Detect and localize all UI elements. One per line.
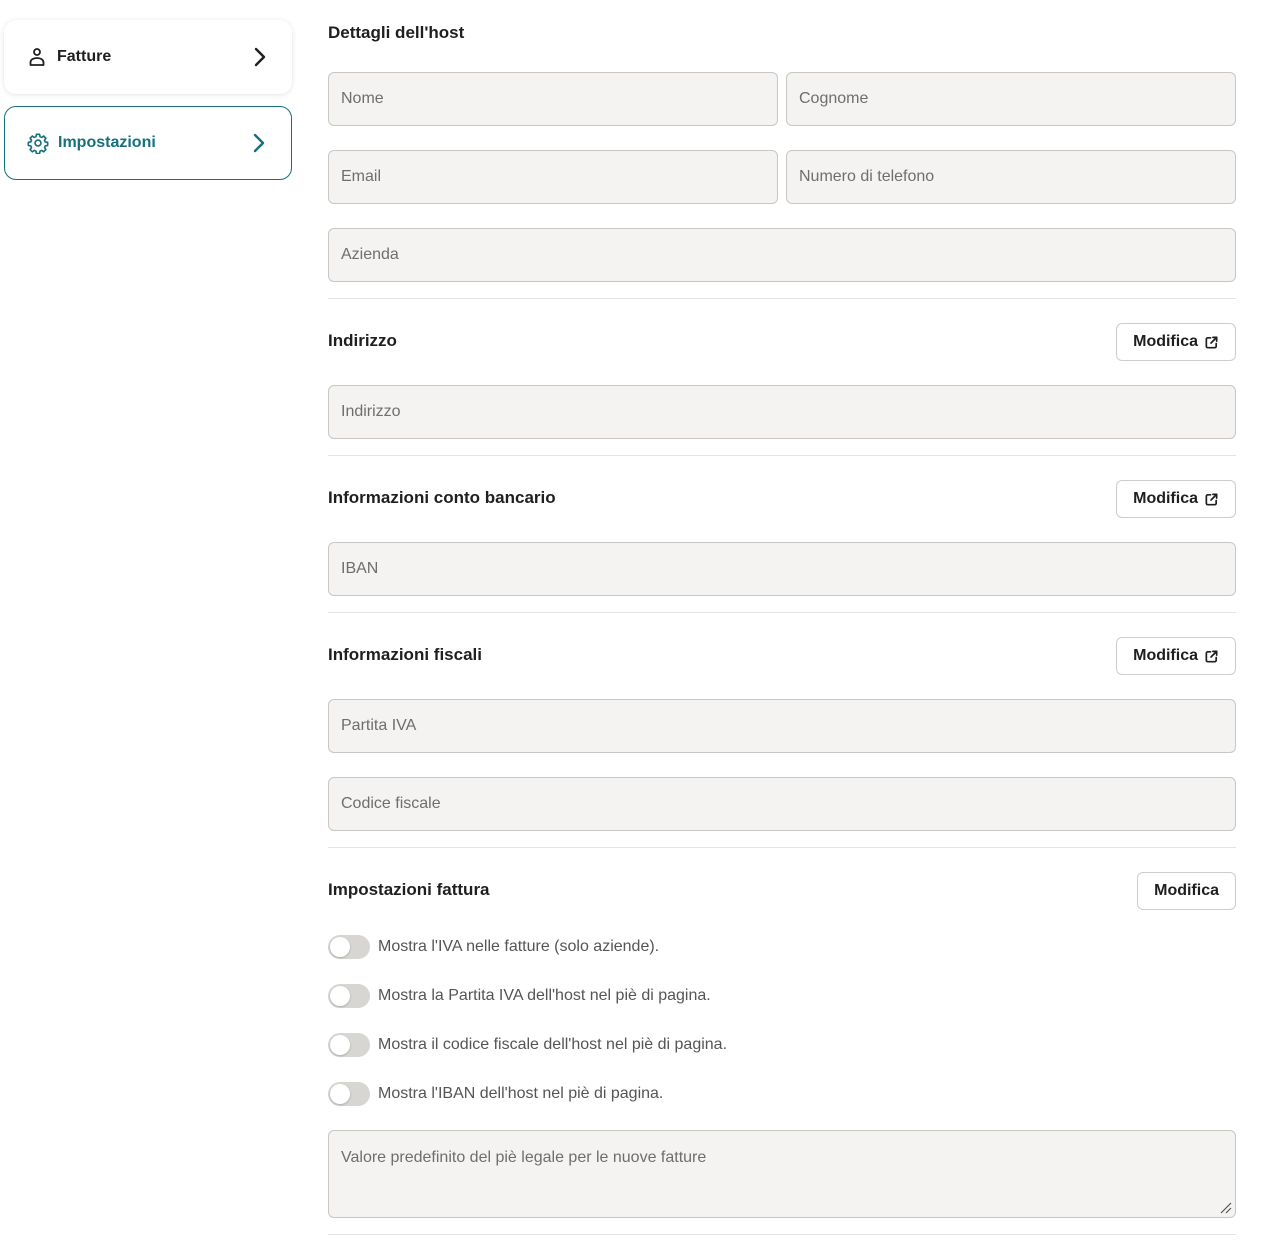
edit-button-label: Modifica [1133,490,1198,507]
sidebar-item-invoices[interactable] [4,20,292,94]
section-title-tax: Informazioni fiscali [328,645,482,664]
last-name-field[interactable] [786,72,1236,126]
gear-icon [27,132,49,154]
phone-field[interactable] [786,150,1236,204]
chevron-right-icon [250,47,270,67]
toggle-knob [330,1084,350,1104]
edit-invoice-settings-button[interactable] [1137,872,1236,910]
edit-button-label: Modifica [1133,333,1198,350]
toggle-label: Mostra il codice fiscale dell'host nel piè di pagina. [378,1036,728,1053]
external-link-icon [1204,492,1219,507]
toggle-knob [330,1035,350,1055]
phone-input[interactable] [799,168,1223,186]
first-name-input[interactable] [341,90,765,108]
section-title-host-details: Dettagli dell'host [328,23,465,42]
email-field[interactable] [328,150,778,204]
legal-footer-textarea[interactable] [341,1149,1223,1199]
sidebar-item-label: Fatture [57,48,112,65]
toggle-knob [330,986,350,1006]
toggle-row-show-iban [328,1081,663,1107]
edit-button-label: Modifica [1154,882,1219,899]
divider [328,298,1236,299]
external-link-icon [1204,335,1219,350]
toggle-knob [330,937,350,957]
toggle-label: Mostra l'IVA nelle fatture (solo aziende). [378,938,660,955]
address-input[interactable] [341,403,1223,421]
section-title-bank: Informazioni conto bancario [328,488,556,507]
company-input[interactable] [341,246,1223,264]
toggle-label: Mostra la Partita IVA dell'host nel piè di pagina. [378,987,711,1004]
toggle-row-show-fiscal-code [328,1032,727,1058]
divider [328,1234,1236,1235]
iban-field[interactable] [328,542,1236,596]
show-vat-toggle[interactable] [328,935,370,959]
edit-button-label: Modifica [1133,647,1198,664]
show-iban-toggle[interactable] [328,1082,370,1106]
show-fiscal-code-toggle[interactable] [328,1033,370,1057]
person-icon [26,46,48,68]
first-name-field[interactable] [328,72,778,126]
edit-address-button[interactable] [1116,323,1236,361]
address-field[interactable] [328,385,1236,439]
divider [328,847,1236,848]
toggle-row-show-vat-number [328,983,711,1009]
sidebar-item-label: Impostazioni [58,134,156,151]
show-vat-number-toggle[interactable] [328,984,370,1008]
toggle-label: Mostra l'IBAN dell'host nel piè di pagina. [378,1085,664,1102]
edit-bank-button[interactable] [1116,480,1236,518]
iban-input[interactable] [341,560,1223,578]
sidebar-item-settings[interactable] [4,106,292,180]
legal-footer-field[interactable] [328,1130,1236,1218]
section-title-address: Indirizzo [328,331,397,350]
last-name-input[interactable] [799,90,1223,108]
external-link-icon [1204,649,1219,664]
fiscal-code-input[interactable] [341,795,1223,813]
edit-tax-button[interactable] [1116,637,1236,675]
chevron-right-icon [249,133,269,153]
fiscal-code-field[interactable] [328,777,1236,831]
toggle-row-show-vat [328,934,659,960]
vat-number-field[interactable] [328,699,1236,753]
divider [328,612,1236,613]
email-input[interactable] [341,168,765,186]
vat-number-input[interactable] [341,717,1223,735]
resize-handle-icon[interactable] [1218,1200,1232,1214]
section-title-invoice-settings: Impostazioni fattura [328,880,490,899]
company-field[interactable] [328,228,1236,282]
divider [328,455,1236,456]
